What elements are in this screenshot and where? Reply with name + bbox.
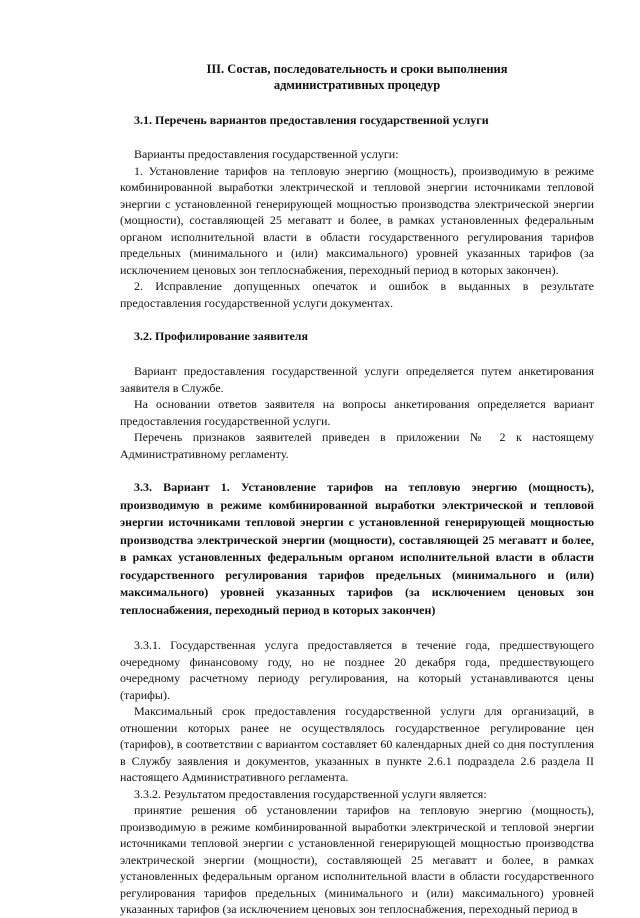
paragraph-decision: принятие решения об установлении тарифов на тепловую энергию (мощность), производимую в режиме комбинированной выработки электрической и тепловой энергии источниками тепловой энергии с установленной генерирующей мощностью производства электрической энергии (мощности), составляющей 25 мегаватт и более, в рамках установленных федеральным органом исполнительной власти в области государственного регулирования тарифов предельных (минимального и (или) максимального) уровней указанных тарифов (за исключением ценовых зон теплоснабжения, переходный период в xyxy=(120,803,594,916)
heading-3-2: 3.2. Профилирование заявителя xyxy=(134,329,309,343)
paragraph-variant-2: 2. Исправление допущенных опечаток и ошибок в выданных в результате предоставления государственной услуги документах. xyxy=(120,279,594,310)
paragraph-3-3-2: 3.3.2. Результатом предоставления государственной услуги является: xyxy=(134,786,487,801)
document-body xyxy=(120,61,594,918)
paragraph-profiling-3: Перечень признаков заявителей приведен в приложении № 2 к настоящему Административному регламенту. xyxy=(120,430,594,461)
paragraph-3-3-1: 3.3.1. Государственная услуга предоставляется в течение года, предшествующего очередному финансовому году, но не позднее 20 декабря года, предшествующего очередному расчетному периоду регулирования, на который устанавливаются цены (тарифы). xyxy=(120,638,594,702)
paragraph-variants-intro: Варианты предоставления государственной услуги: xyxy=(134,147,399,161)
heading-3-1: 3.1. Перечень вариантов предоставления государственной услуги xyxy=(134,113,489,127)
paragraph-max-term: Максимальный срок предоставления государственной услуги для организаций, в отношении которых ранее не осуществлялось государственное регулирование цен (тарифов), в соответствии с вариантом составляет 60 календарных дней со дня поступления в Службу заявления и документов, указанных в пункте 2.6.1 подраздела 2.6 раздела II настоящего Административного регламента. xyxy=(120,704,594,784)
section-title-line2: административных процедур xyxy=(273,78,441,92)
paragraph-profiling-1: Вариант предоставления государственной услуги определяется путем анкетирования заявителя в Службе. xyxy=(120,364,594,395)
heading-3-3: 3.3. Вариант 1. Установление тарифов на тепловую энергию (мощность), производимую в режиме комбинированной выработки электрической и тепловой энергии источниками тепловой энергии с установленной генерирующей мощностью производства электрической энергии (мощности), составляющей 25 мегаватт и более, в рамках установленных федеральным органом исполнительной власти в области государственного регулирования тарифов предельных (минимального и (или) максимального) уровней указанных тарифов (за исключением ценовых зон теплоснабжения, переходный период в которых закончен) xyxy=(120,480,594,617)
section-title xyxy=(120,61,594,93)
paragraph-variant-1: 1. Установление тарифов на тепловую энергию (мощность), производимую в режиме комбинированной выработки электрической и тепловой энергии источниками тепловой энергии с установленной генерирующей мощностью производства электрической энергии (мощности), составляющей 25 мегаватт и более, в рамках установленных федеральным органом исполнительной власти в области государственного регулирования тарифов предельных (минимального и (или) максимального) уровней указанных тарифов (за исключением ценовых зон теплоснабжения, переходный период в которых закончен). xyxy=(120,163,594,277)
paragraph-profiling-2: На основании ответов заявителя на вопросы анкетирования определяется вариант предоставления государственной услуги. xyxy=(120,397,594,428)
section-title-line1: III. Состав, последовательность и сроки выполнения xyxy=(206,62,508,76)
